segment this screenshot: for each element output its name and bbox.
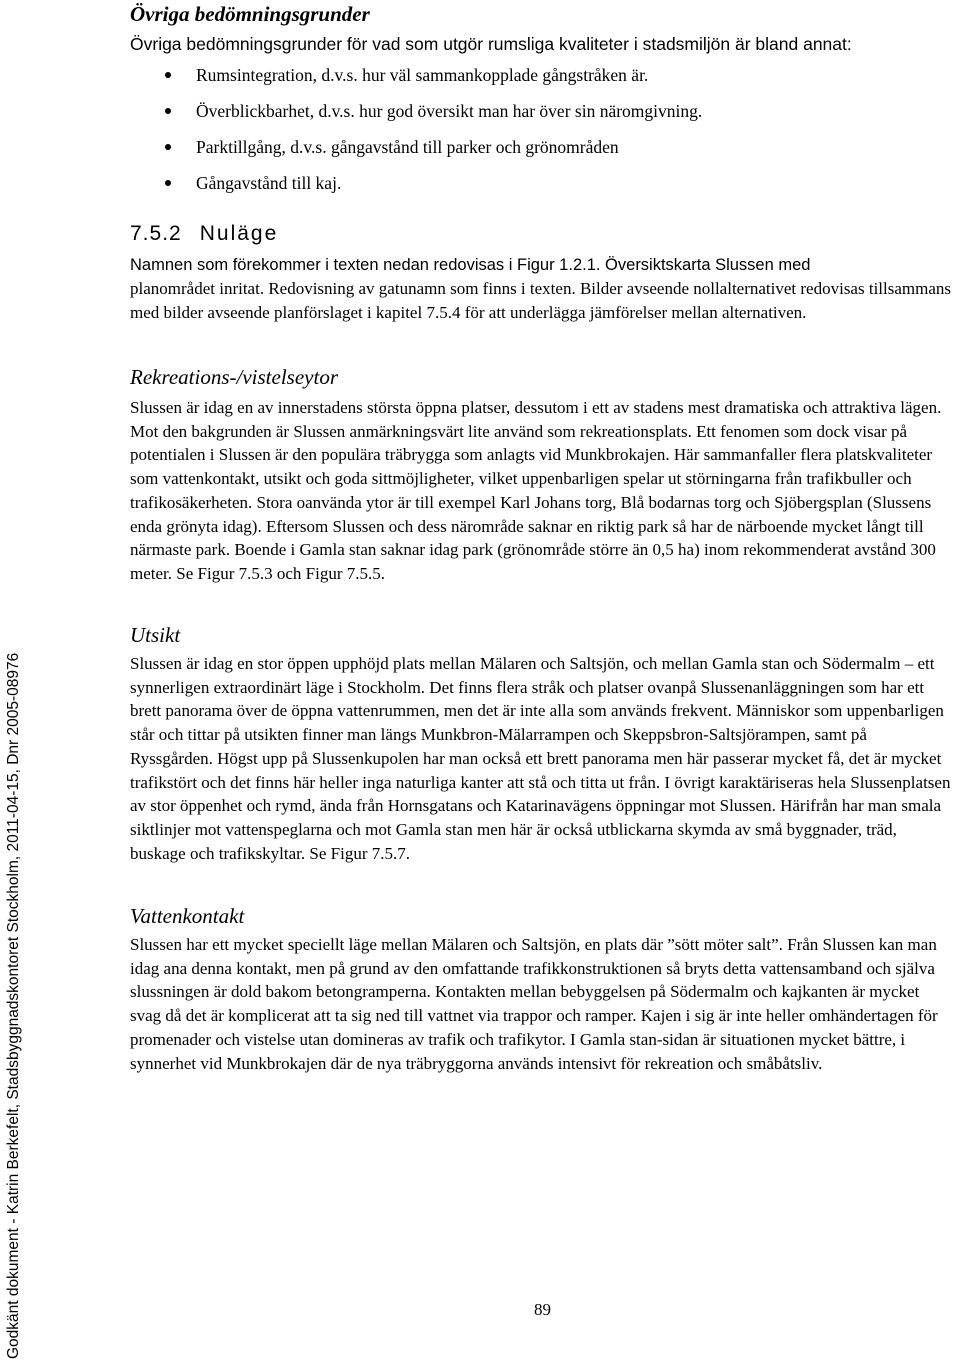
approval-stamp: Godkänt dokument - Katrin Berkefelt, Stadsbyggnadskontoret Stockholm, 2011-04-15, Dnr 2005-08976 bbox=[5, 652, 22, 1359]
intro-other-criteria: Övriga bedömningsgrunder för vad som utgör rumsliga kvaliteter i stadsmiljön är bland annat: bbox=[130, 34, 852, 54]
criteria-item-text: Gångavstånd till kaj. bbox=[196, 173, 342, 193]
page-number: 89 bbox=[534, 1300, 551, 1319]
criteria-item bbox=[130, 172, 702, 208]
status-paragraph-line1: Namnen som förekommer i texten nedan redovisas i Figur 1.2.1. Översiktskarta Slussen med bbox=[130, 256, 811, 274]
heading-other-criteria: Övriga bedömningsgrunder bbox=[130, 2, 370, 26]
view-paragraph: Slussen är idag en stor öppen upphöjd plats mellan Mälaren och Saltsjön, och mellan Gamla stan och Södermalm – ett synnerligen extraordinärt läge i Stockholm. Det finns flera stråk och platser ovanpå Slussenanläggningen som har ett brett panorama över de öppna vattenrummen, men det är inte alla som används frekvent. Människor som uppenbarligen står och tittar på utsikten finner man längs Munkbron-Mälarrampen och Skeppsbron-Saltsjörampen, samt på Ryssgården. Högst upp på Slussenkupolen har man också ett brett panorama men här passerar mycket få, det är mycket trafikstört och det finns här heller inga naturliga kanter att stå och titta ut från. I övrigt karaktäriseras hela Slussenplatsen av stor öppenhet och rymd, ända från Hornsgatans och Katarinavägens öppningar mot Slussen. Härifrån har man smala siktlinjer mot vattenspeglarna och mot Gamla stan men här är också utblickarna skymda av små byggnader, träd, buskage och trafikskyltar. Se Figur 7.5.7. bbox=[130, 654, 951, 863]
criteria-item bbox=[130, 100, 702, 136]
bullet-icon bbox=[165, 144, 171, 150]
heading-water-contact: Vattenkontakt bbox=[130, 904, 245, 928]
criteria-item-text: Parktillgång, d.v.s. gångavstånd till parker och grönområden bbox=[196, 137, 619, 157]
subsection-title: Nuläge bbox=[199, 222, 279, 245]
subsection-heading bbox=[130, 222, 278, 246]
criteria-list bbox=[130, 64, 702, 208]
recreation-paragraph: Slussen är idag en av innerstadens största öppna platser, dessutom i ett av stadens mest dramatiska och attraktiva lägen. Mot den bakgrunden är Slussen anmärkningsvärt lite använd som rekreationsplats. Ett fenomen som dock visar på potentialen i Slussen är den populära träbrygga som anlagts vid Munkbrokajen. Här sammanfaller flera platskvaliteter som vattenkontakt, utsikt och goda sittmöjligheter, vilket uppenbarligen spelar ut störningarna från trafikbuller och trafikosäkerheten. Stora oanvända ytor är till exempel Karl Johans torg, Blå bodarnas torg och Sjöbergsplan (Slussens enda grönyta idag). Eftersom Slussen och dess närområde saknar en riktig park så har de närboende mycket långt till närmaste park. Boende i Gamla stan saknar idag park (grönområde större än 0,5 ha) inom rekommenderat avstånd 300 meter. Se Figur 7.5.3 och Figur 7.5.5. bbox=[130, 398, 942, 583]
status-paragraph: planområdet inritat. Redovisning av gatunamn som finns i texten. Bilder avseende nollalternativet redovisas tillsammans med bilder avseende planförslaget i kapitel 7.5.4 för att underlägga jämförelser mellan alternativen. bbox=[130, 279, 952, 322]
water-contact-paragraph: Slussen har ett mycket speciellt läge mellan Mälaren och Saltsjön, en plats där ”sött möter salt”. Från Slussen kan man idag ana denna kontakt, men på grund av den omfattande trafikkonstruktionen så bryts detta vattensamband och själva slussningen är dold bakom betongramperna. Kontakten mellan bebyggelsen på Södermalm och kajkanten är mycket svag då det är komplicerat att ta sig ned till vattnet via trappor och ramper. Kajen i sig är inte heller omhändertagen för promenader och vistelse utan domineras av trafik och trafikytor. I Gamla stan-sidan är situationen mycket bättre, i synnerhet vid Munkbrokajen där de nya träbryggorna används intensivt för rekreation och småbåtsliv. bbox=[130, 935, 938, 1073]
criteria-item bbox=[130, 64, 702, 100]
heading-recreation: Rekreations-/vistelseytor bbox=[130, 365, 338, 389]
criteria-item bbox=[130, 136, 702, 172]
heading-view: Utsikt bbox=[130, 623, 181, 647]
bullet-icon bbox=[165, 108, 171, 114]
criteria-item-text: Överblickbarhet, d.v.s. hur god översikt man har över sin näromgivning. bbox=[196, 101, 703, 121]
bullet-icon bbox=[165, 180, 171, 186]
criteria-item-text: Rumsintegration, d.v.s. hur väl sammankopplade gångstråken är. bbox=[196, 65, 649, 85]
bullet-icon bbox=[165, 72, 171, 78]
subsection-number: 7.5.2 bbox=[130, 222, 182, 245]
